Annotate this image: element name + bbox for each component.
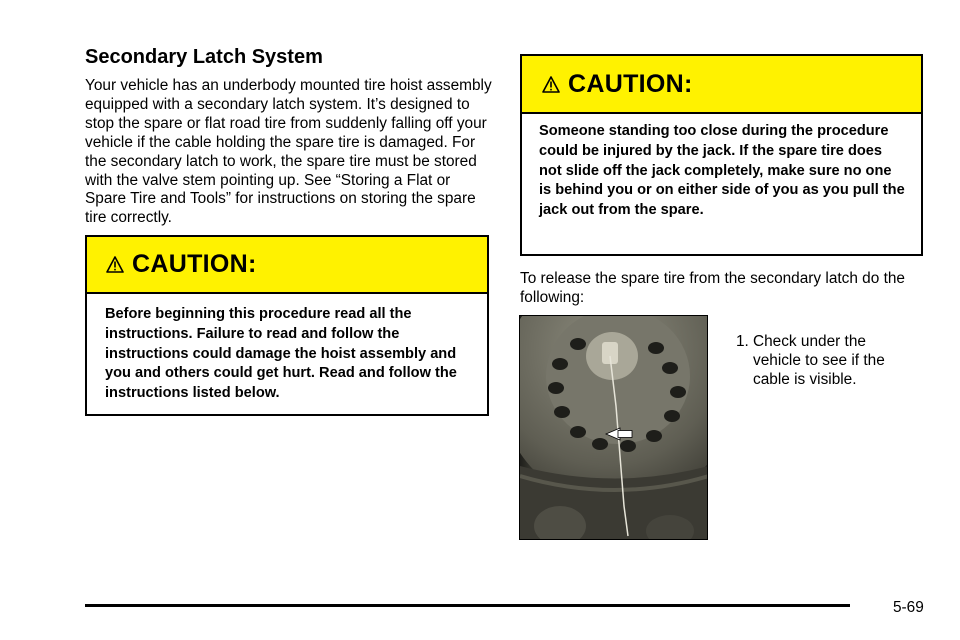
- caution-text: Someone standing too close during the procedure could be injured by the jack. If the spare tire does not slide off the jack completely, make sure no one is behind you or on either side of you as you pull the jack out from the spare.: [539, 123, 905, 219]
- section-heading: Secondary Latch System: [85, 46, 323, 68]
- caution-title: CAUTION:: [568, 69, 693, 98]
- warning-triangle-icon: [542, 76, 560, 93]
- caution-header: [522, 56, 921, 114]
- release-instructions: To release the spare tire from the secondary latch do the following:: [520, 270, 905, 306]
- caution-text: Before beginning this procedure read all the instructions. Failure to read and follow the instructions could damage the hoist assembly and you and others could get hurt. Read and follow the instructions listed below.: [105, 306, 457, 402]
- footer-rule: [85, 604, 850, 607]
- step-text: Check under the vehicle to see if the cable is visible.: [753, 333, 885, 388]
- caution-box-jack: [520, 54, 923, 256]
- caution-box-hoist: [85, 235, 489, 416]
- warning-triangle-icon: [106, 256, 124, 273]
- step-number: 1.: [736, 333, 749, 350]
- caution-title: CAUTION:: [132, 250, 257, 278]
- spare-tire-photo: [519, 315, 708, 540]
- intro-paragraph: Your vehicle has an underbody mounted tire hoist assembly equipped with a secondary latch system. It’s designed to stop the spare or flat road tire from suddenly falling off your vehicle if the cable holding the spare tire is damaged. For the secondary latch to work, the spare tire must be stored with the valve stem pointing up. See “Storing a Flat or Spare Tire and Tools” for instructions on storing the spare tire correctly.: [85, 77, 492, 227]
- list-item: [736, 333, 916, 390]
- caution-header: [87, 237, 487, 294]
- spare-tire-illustration: [520, 316, 708, 540]
- page-number: 5-69: [893, 599, 924, 616]
